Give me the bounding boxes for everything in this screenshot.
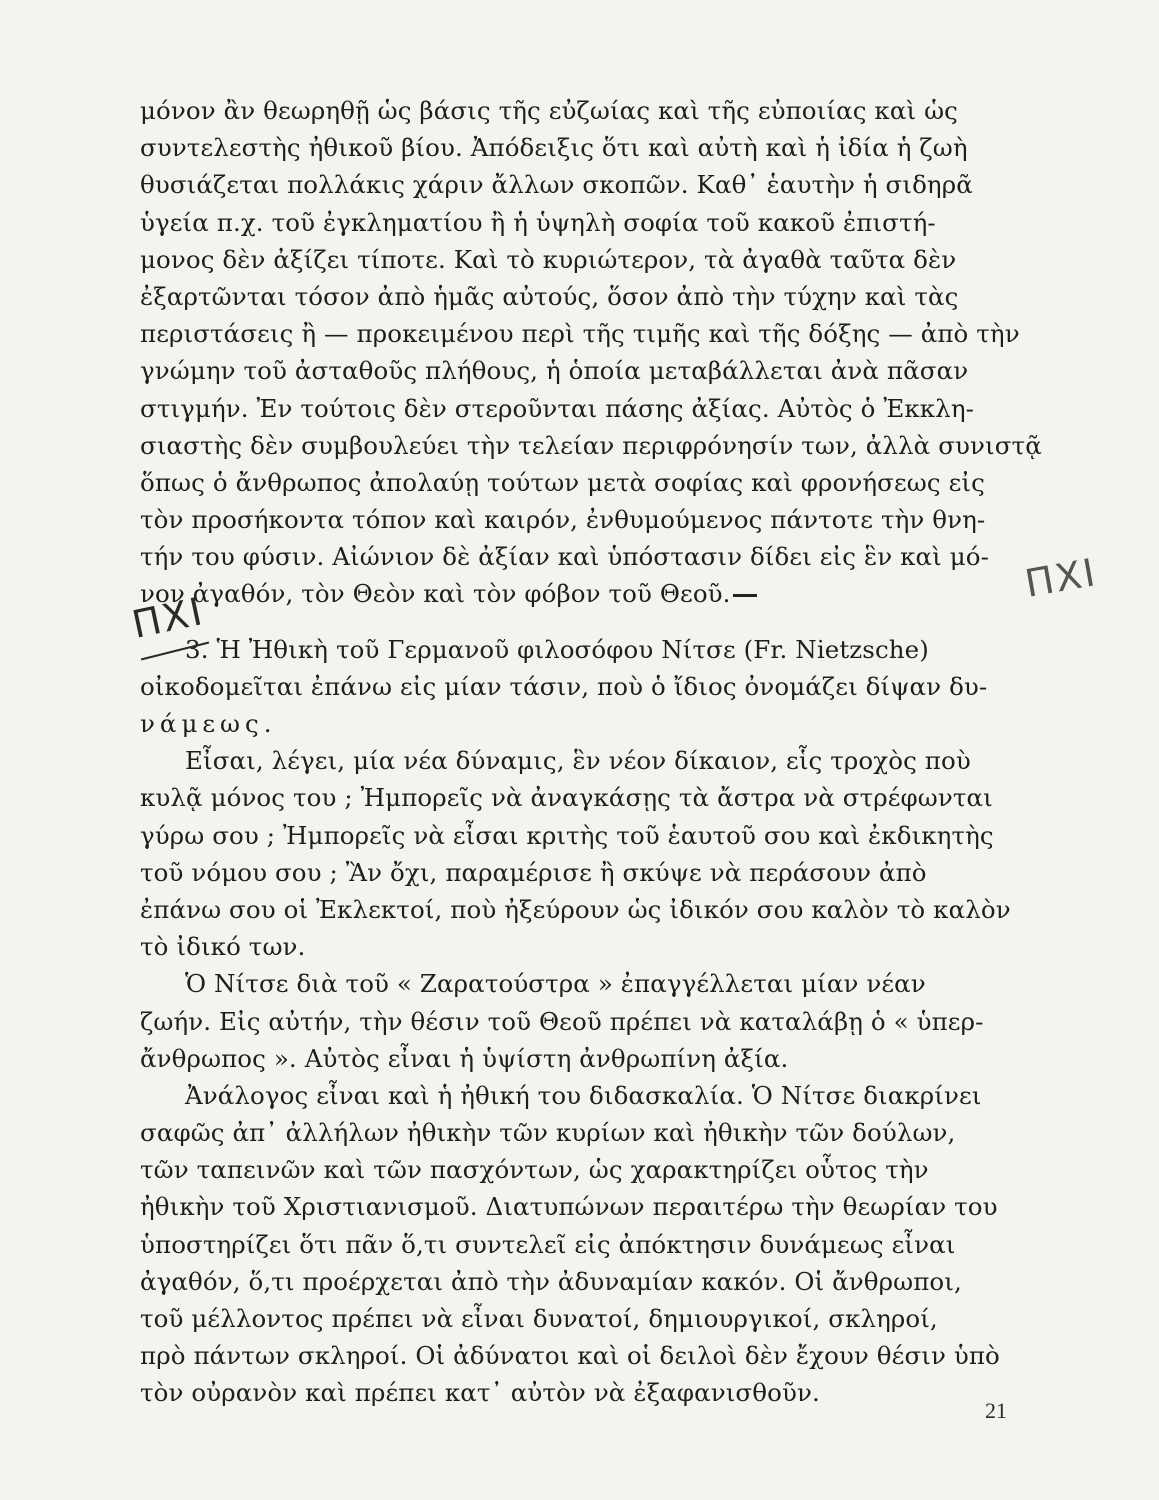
text-line: ἐξαρτῶνται τόσον ἀπὸ ἡμᾶς αὐτούς, ὅσον ἀπὸ τὴν τύχην καὶ τὰς xyxy=(140,281,959,311)
text-line: τοῦ μέλλοντος πρέπει νὰ εἶναι δυνατοί, δημιουργικοί, σκληροί, xyxy=(140,1304,938,1333)
text-line: νον ἀγαθόν, τὸν Θεὸν καὶ τὸν φόβον τοῦ Θεοῦ. xyxy=(140,579,731,609)
text-line: ὑγεία π.χ. τοῦ ἐγκληματίου ἢ ἡ ὑψηλὴ σοφία τοῦ κακοῦ ἐπιστή- xyxy=(140,207,936,237)
text-line: πρὸ πάντων σκληροί. Οἱ ἀδύνατοι καὶ οἱ δειλοὶ δὲν ἔχουν θέσιν ὑπὸ xyxy=(140,1341,1000,1371)
handwritten-mark-right: ΠΧΙ xyxy=(1021,550,1101,606)
text-line: θυσιάζεται πολλάκις χάριν ἄλλων σκοπῶν. Καθ᾽ ἑαυτὴν ἡ σιδηρᾶ xyxy=(140,170,973,200)
text-line: ἄνθρωπος ». Αὐτὸς εἶναι ἡ ὑψίστη ἀνθρωπίνη ἀξία. xyxy=(140,1043,789,1073)
section-spacer xyxy=(140,613,1010,631)
text-line: τὸ ἰδικό των. xyxy=(140,932,306,962)
text-line: τὸν οὐρανὸν καὶ πρέπει κατ᾽ αὐτὸν νὰ ἐξαφανισθοῦν. xyxy=(140,1378,820,1408)
text-line: ἀγαθόν, ὅ,τι προέρχεται ἀπὸ τὴν ἀδυναμίαν κακόν. Οἱ ἄνθρωποι, xyxy=(140,1266,962,1296)
text-line: γύρω σου ; Ἠμπορεῖς νὰ εἶσαι κριτὴς τοῦ ἑαυτοῦ σου καὶ ἐκδικητὴς xyxy=(140,820,994,850)
text-line: περιστάσεις ἢ — προκειμένου περὶ τῆς τιμῆς καὶ τῆς δόξης — ἀπὸ τὴν xyxy=(140,319,1020,349)
text-line: Ὁ Νίτσε διὰ τοῦ « Ζαρατούστρα » ἐπαγγέλλεται μίαν νέαν xyxy=(185,969,926,999)
text-line: σιαστὴς δὲν συμβουλεύει τὴν τελείαν περιφρόνησίν των, ἀλλὰ συνιστᾷ xyxy=(140,430,1042,460)
text-line: τὸν προσήκοντα τόπον καὶ καιρόν, ἐνθυμούμενος πάντοτε τὴν θνη- xyxy=(140,505,986,535)
text-line: Εἶσαι, λέγει, μία νέα δύναμις, ἓν νέον δίκαιον, εἷς τροχὸς ποὺ xyxy=(185,746,971,776)
text-line: μόνον ἂν θεωρηθῇ ὡς βάσις τῆς εὐζωίας καὶ τῆς εὐποιίας καὶ ὡς xyxy=(140,96,958,125)
text-line: ζωήν. Εἰς αὐτήν, τὴν θέσιν τοῦ Θεοῦ πρέπει νὰ καταλάβῃ ὁ « ὑπερ- xyxy=(140,1006,984,1036)
text-line: ἠθικὴν τοῦ Χριστιανισμοῦ. Διατυπώνων περαιτέρω τὴν θεωρίαν του xyxy=(140,1192,998,1222)
text-line: ἐπάνω σου οἱ Ἐκλεκτοί, ποὺ ἠξεύρουν ὡς ἰδικόν σου καλὸν τὸ καλὸν xyxy=(140,894,1011,924)
text-line: ὑποστηρίζει ὅτι πᾶν ὅ,τι συντελεῖ εἰς ἀπόκτησιν δυνάμεως εἶναι xyxy=(140,1229,956,1259)
text-line: τήν του φύσιν. Αἰώνιον δὲ ἀξίαν καὶ ὑπόστασιν δίδει εἰς ἓν καὶ μό- xyxy=(140,542,989,572)
section-3-heading: 3. Ἡ Ἠθικὴ τοῦ Γερμανοῦ φιλοσόφου Νίτσε (Fr. Nietzsche) xyxy=(185,634,929,664)
text-line: Ἀνάλογος εἶναι καὶ ἡ ἠθική του διδασκαλία. Ὁ Νίτσε διακρίνει xyxy=(185,1080,982,1110)
text-line: μονος δὲν ἀξίζει τίποτε. Καὶ τὸ κυριώτερον, τὰ ἀγαθὰ ταῦτα δὲν xyxy=(140,244,957,274)
text-line: κυλᾷ μόνος του ; Ἠμπορεῖς νὰ ἀναγκάσῃς τὰ ἄστρα νὰ στρέφωνται xyxy=(140,783,993,813)
text-line: νάμεως. xyxy=(140,709,277,738)
text-line-end xyxy=(140,575,1010,612)
text-line: ὅπως ὁ ἄνθρωπος ἀπολαύῃ τούτων μετὰ σοφίας καὶ φρονήσεως εἰς xyxy=(140,467,985,497)
text-line: γνώμην τοῦ ἀσταθοῦς πλήθους, ἡ ὁποία μεταβάλλεται ἀνὰ πᾶσαν xyxy=(140,356,969,386)
text-line: στιγμήν. Ἐν τούτοις δὲν στεροῦνται πάσης ἀξίας. Αὐτὸς ὁ Ἐκκλη- xyxy=(140,393,974,423)
text-line: σαφῶς ἀπ᾽ ἀλλήλων ἠθικὴν τῶν κυρίων καὶ ἠθικὴν τῶν δούλων, xyxy=(140,1118,956,1148)
page-number: 21 xyxy=(985,1398,1007,1423)
text-line: συντελεστὴς ἠθικοῦ βίου. Ἀπόδειξις ὅτι καὶ αὐτὴ καὶ ἡ ἰδία ἡ ζωὴ xyxy=(140,133,968,163)
text-line: τοῦ νόμου σου ; Ἂν ὄχι, παραμέρισε ἢ σκύψε νὰ περάσουν ἀπὸ xyxy=(140,857,927,887)
text-line: τῶν ταπεινῶν καὶ τῶν πασχόντων, ὡς χαρακτηρίζει οὗτος τὴν xyxy=(140,1155,929,1185)
handwritten-mark-left: ΠΧΙ xyxy=(128,589,208,647)
page-text xyxy=(140,92,1042,1412)
handwritten-end-mark xyxy=(733,594,757,597)
text-line: οἰκοδομεῖται ἐπάνω εἰς μίαν τάσιν, ποὺ ὁ ἴδιος ὀνομάζει δίψαν δυ- xyxy=(140,671,988,701)
